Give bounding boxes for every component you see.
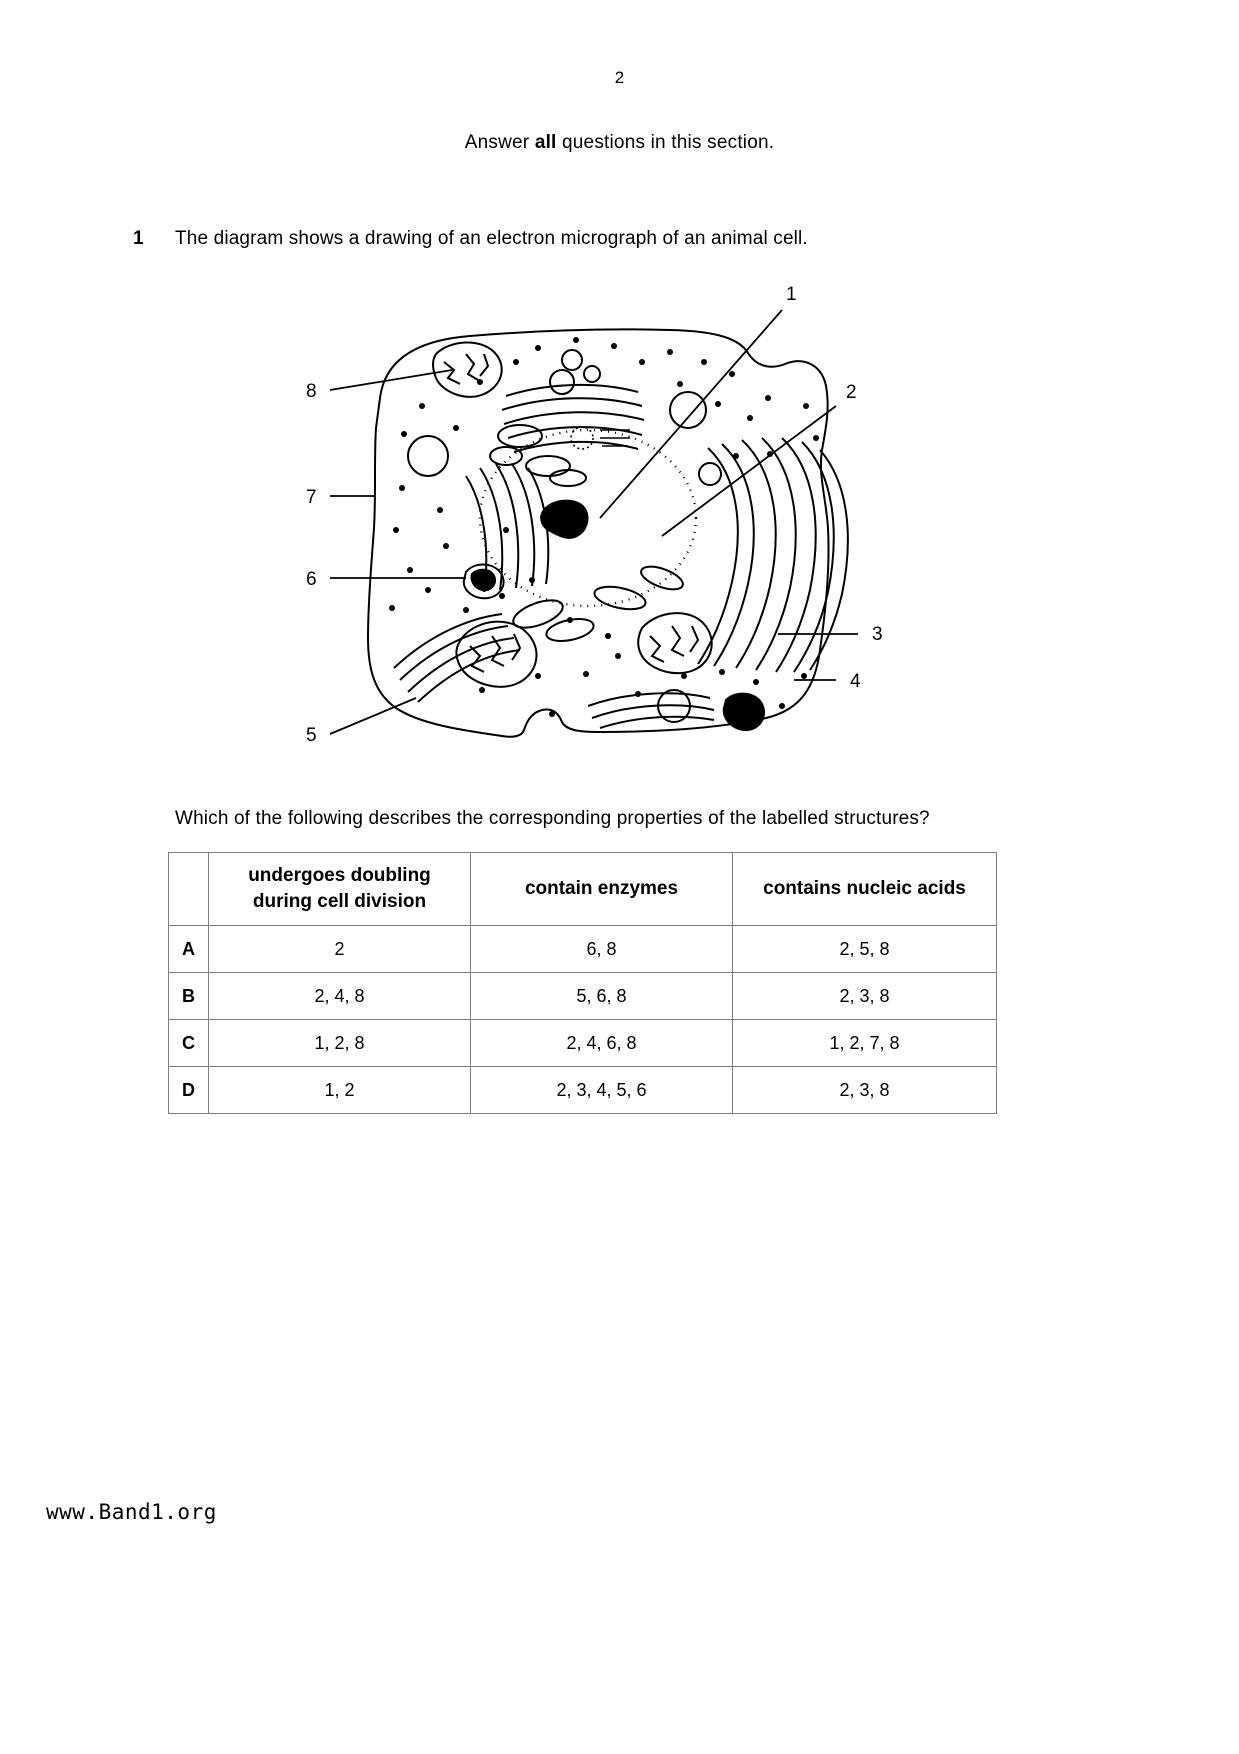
header-enzymes: contain enzymes: [471, 853, 733, 926]
option-letter: B: [169, 973, 209, 1020]
table-row[interactable]: [169, 1020, 997, 1067]
cell-nucleic: 2, 5, 8: [733, 926, 997, 973]
diagram-label-8: 8: [306, 381, 317, 402]
diagram-label-2: 2: [846, 382, 857, 403]
cell-nucleic: 2, 3, 8: [733, 973, 997, 1020]
cell-doubling: 2, 4, 8: [209, 973, 471, 1020]
sub-question-text: Which of the following describes the corresponding properties of the labelled structures?: [175, 808, 930, 829]
table-header-row: [169, 853, 997, 926]
cell-enzymes: 2, 3, 4, 5, 6: [471, 1067, 733, 1114]
cell-nucleic: 1, 2, 7, 8: [733, 1020, 997, 1067]
cell-enzymes: 2, 4, 6, 8: [471, 1020, 733, 1067]
header-doubling-line2: during cell division: [252, 891, 427, 912]
cell-doubling: 1, 2, 8: [209, 1020, 471, 1067]
option-letter: A: [169, 926, 209, 973]
header-doubling: [209, 853, 471, 926]
page-number: 2: [614, 68, 625, 87]
cell-doubling: 2: [209, 926, 471, 973]
diagram-label-1: 1: [786, 284, 797, 305]
cell-diagram: [270, 278, 970, 798]
instruction-suffix: questions in this section.: [556, 132, 775, 153]
footer-url: www.Band1.org: [46, 1500, 217, 1524]
question-stem: The diagram shows a drawing of an electron micrograph of an animal cell.: [175, 228, 808, 249]
instruction-prefix: Answer: [464, 132, 535, 153]
option-letter: C: [169, 1020, 209, 1067]
diagram-label-5: 5: [306, 725, 317, 746]
header-doubling-line1: undergoes doubling: [248, 865, 431, 887]
table-row[interactable]: [169, 926, 997, 973]
table-row[interactable]: [169, 973, 997, 1020]
question-number: 1: [133, 228, 144, 249]
cell-enzymes: 6, 8: [471, 926, 733, 973]
corner-cell: [169, 853, 209, 926]
diagram-label-3: 3: [872, 624, 883, 645]
diagram-label-6: 6: [306, 569, 317, 590]
option-letter: D: [169, 1067, 209, 1114]
instruction-emphasis: all: [534, 132, 557, 153]
cell-nucleic: 2, 3, 8: [733, 1067, 997, 1114]
answer-options-table: [168, 852, 997, 1114]
cell-enzymes: 5, 6, 8: [471, 973, 733, 1020]
header-nucleic: contains nucleic acids: [733, 853, 997, 926]
diagram-label-7: 7: [306, 487, 317, 508]
cell-doubling: 1, 2: [209, 1067, 471, 1114]
diagram-label-4: 4: [850, 671, 861, 692]
section-instruction: [0, 132, 1239, 154]
table-row[interactable]: [169, 1067, 997, 1114]
